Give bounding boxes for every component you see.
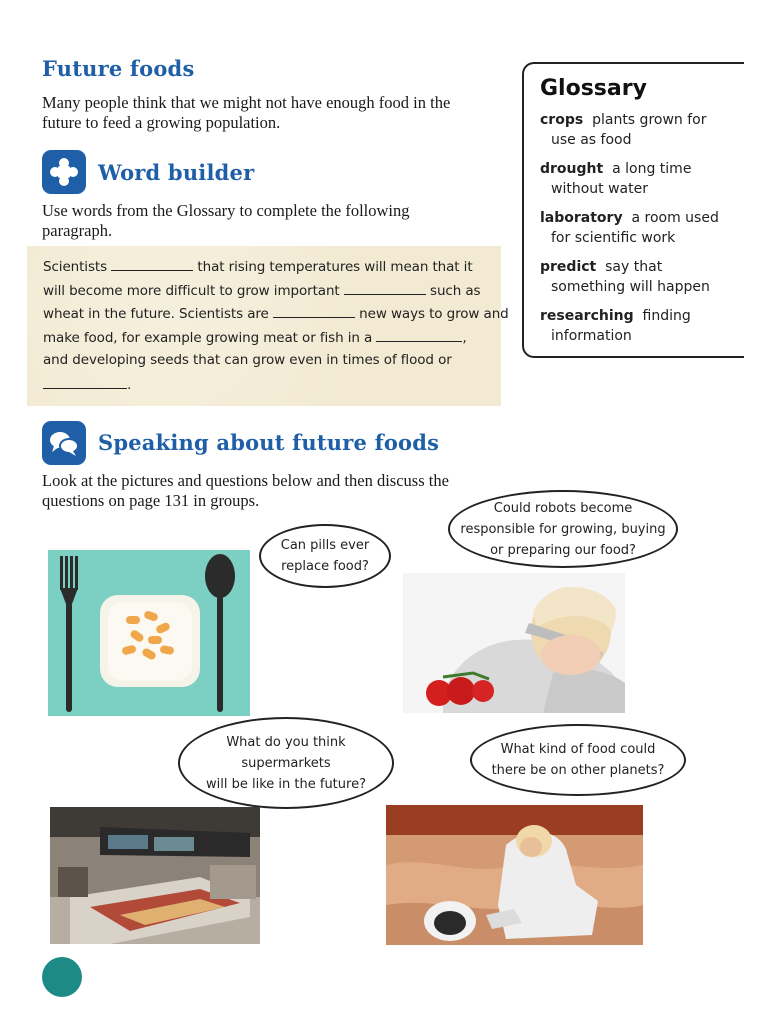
glossary-entry-researching [540,306,730,346]
paragraph-text: wheat in the future. Scientists are [43,306,269,322]
glossary-entry-drought [540,159,730,199]
glossary-term: laboratory [540,210,623,226]
glossary-definition: without water [551,181,648,197]
photo-astronaut-mars [386,805,643,945]
bubble-text: What kind of food could [500,742,656,757]
bubble-text: What do you think [226,734,346,750]
section-title-speaking: Speaking about future foods [98,430,440,455]
photo-robot-tomatoes [403,573,625,713]
bubble-text: there be on other planets? [491,763,665,778]
fill-in-paragraph-box [27,246,509,406]
glossary-title: Glossary [540,76,647,101]
paragraph-text: new ways to grow and [359,306,509,322]
glossary-entry-crops [540,110,730,150]
puzzle-icon [42,150,86,194]
speech-bubble-pills [259,524,391,588]
glossary-definition: information [551,328,632,344]
glossary-term: researching [540,308,634,324]
blank-field[interactable] [273,305,355,318]
glossary-term: predict [540,259,597,275]
paragraph-line-4 [43,329,467,346]
glossary-term: crops [540,112,584,128]
paragraph-text: Scientists [43,259,108,275]
bubble-text: will be like in the future? [206,776,366,792]
glossary-box [522,62,744,358]
section-title-future-foods: Future foods [42,56,195,81]
glossary-definition: a long time [612,161,692,177]
paragraph-text: will become more difficult to grow important [43,283,340,299]
glossary-definition: use as food [551,132,632,148]
paragraph-text: make food, for example growing meat or fish in a [43,330,373,346]
bubble-text: replace food? [281,559,369,574]
speaking-instruction-1: Look at the pictures and questions below and then discuss the [42,471,449,490]
word-builder-instruction-2: paragraph. [42,221,113,240]
bubble-text: Could robots become [493,500,633,516]
paragraph-line-6 [43,376,131,393]
paragraph-line-3 [43,305,509,322]
glossary-term: drought [540,161,604,177]
paragraph-line-5: and developing seeds that can grow even in times of flood or [43,352,452,368]
glossary-definition: something will happen [551,279,710,295]
glossary-definition: finding [642,308,691,324]
paragraph-text: that rising temperatures will mean that it [197,259,473,275]
paragraph-line-1 [43,258,473,275]
blank-field[interactable] [111,258,193,271]
bubble-text: or preparing our food? [490,542,636,558]
speech-bubbles-icon [42,421,86,465]
next-section-icon [42,957,82,997]
intro-line-1: Many people think that we might not have enough food in the [42,93,451,112]
paragraph-text: such as [430,283,481,299]
section-title-word-builder: Word builder [98,160,255,185]
glossary-entry-laboratory [540,208,730,248]
glossary-definition: plants grown for [592,112,707,128]
glossary-definition: a room used [631,210,719,226]
paragraph-text: . [127,377,132,393]
paragraph-text: , [462,330,467,346]
blank-field[interactable] [376,329,462,342]
photo-pills-plate [48,550,250,716]
blank-field[interactable] [344,282,426,295]
bubble-text: Can pills ever [280,538,370,553]
intro-line-2: future to feed a growing population. [42,113,281,132]
blank-field[interactable] [43,376,127,389]
bubble-text: supermarkets [241,755,331,771]
glossary-definition: for scientific work [551,230,676,246]
speech-bubble-planets [470,724,686,796]
glossary-entry-predict [540,257,730,297]
speech-bubble-supermarkets [178,717,394,809]
speaking-instruction-2: questions on page 131 in groups. [42,491,260,510]
bubble-text: responsible for growing, buying [460,521,666,537]
paragraph-line-2 [43,282,480,299]
glossary-definition: say that [605,259,663,275]
speech-bubble-robots [448,490,678,568]
photo-supermarket [50,807,260,944]
word-builder-instruction-1: Use words from the Glossary to complete the following [42,201,410,220]
